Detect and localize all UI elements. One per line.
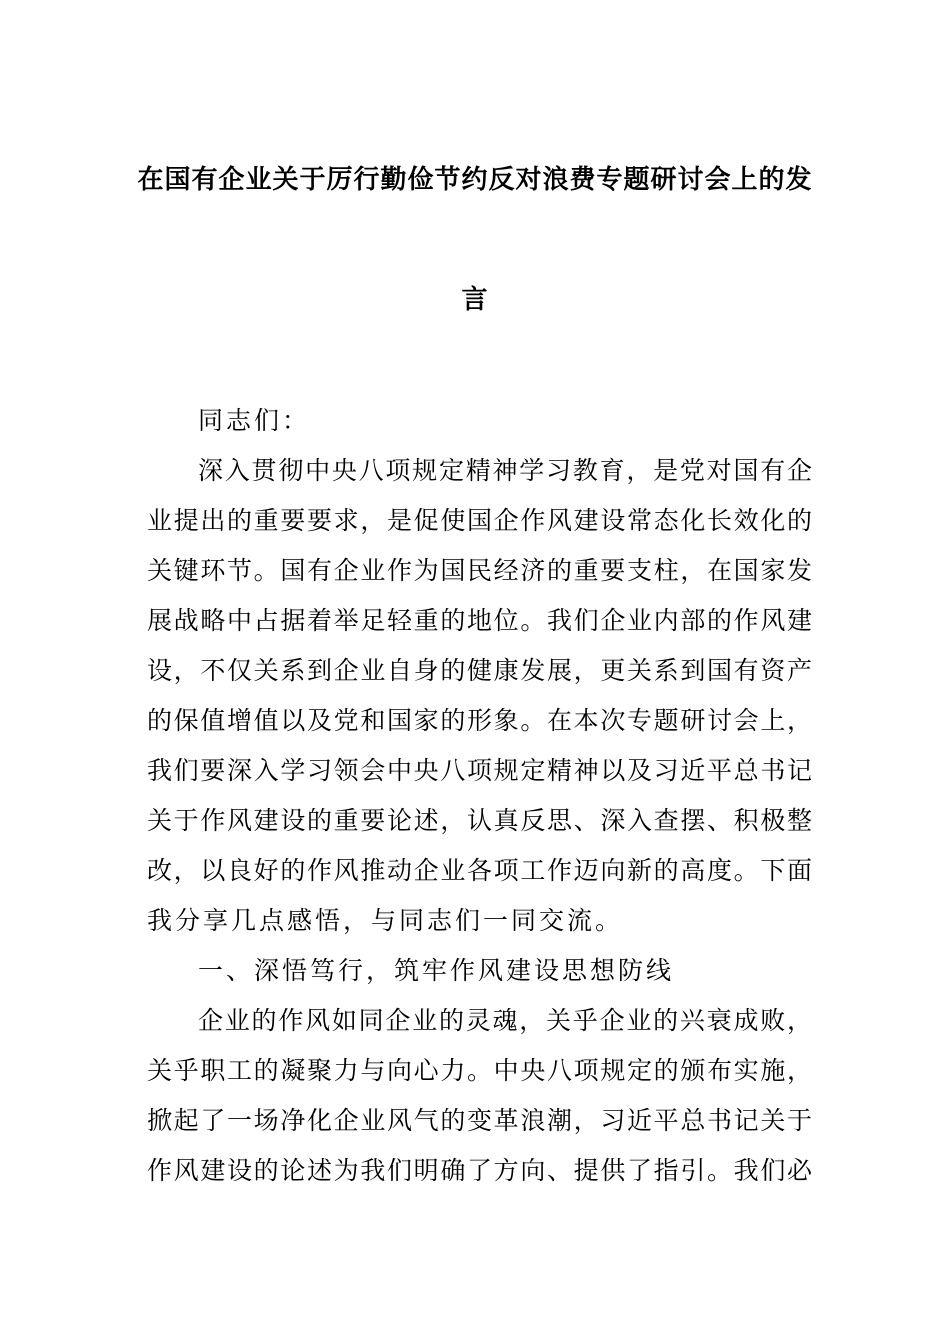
paragraph-line: 掀起了一场净化企业风气的变革浪潮，习近平总书记关于 <box>147 1106 812 1135</box>
paragraph-line: 我们要深入学习领会中央八项规定精神以及习近平总书记 <box>147 756 812 785</box>
paragraph-line: 我分享几点感悟，与同志们一同交流。 <box>147 906 624 935</box>
paragraph-line: 关键环节。国有企业作为国民经济的重要支柱，在国家发 <box>147 556 812 585</box>
salutation: 同志们： <box>198 406 311 435</box>
paragraph-line: 深入贯彻中央八项规定精神学习教育，是党对国有企 <box>198 456 812 485</box>
paragraph-line: 关于作风建设的重要论述，认真反思、深入查摆、积极整 <box>147 806 812 835</box>
paragraph-line: 作风建设的论述为我们明确了方向、提供了指引。我们必 <box>147 1156 812 1185</box>
paragraph-line: 改，以良好的作风推动企业各项工作迈向新的高度。下面 <box>147 856 812 885</box>
paragraph-line: 设，不仅关系到企业自身的健康发展，更关系到国有资产 <box>147 656 812 685</box>
paragraph-line: 关乎职工的凝聚力与向心力。中央八项规定的颁布实施， <box>147 1056 812 1085</box>
paragraph-line: 企业的作风如同企业的灵魂，关乎企业的兴衰成败， <box>198 1006 812 1035</box>
section-heading: 一、深悟笃行，筑牢作风建设思想防线 <box>198 956 675 985</box>
paragraph-line: 的保值增值以及党和国家的形象。在本次专题研讨会上， <box>147 706 812 735</box>
document-body <box>147 396 812 1196</box>
paragraph-line: 业提出的重要要求，是促使国企作风建设常态化长效化的 <box>147 506 812 535</box>
paragraph-line: 展战略中占据着举足轻重的地位。我们企业内部的作风建 <box>147 606 812 635</box>
document-title: 在国有企业关于厉行勤俭节约反对浪费专题研讨会上的发 <box>137 165 813 195</box>
document-title-continued: 言 <box>461 285 489 315</box>
